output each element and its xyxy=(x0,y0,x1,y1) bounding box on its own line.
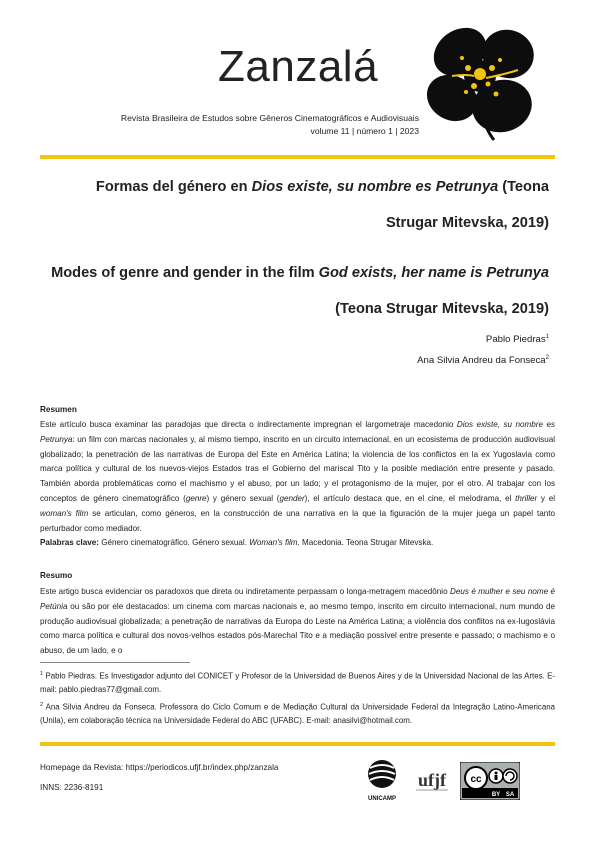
text: ), el artículo destaca que, en el cine, el melodrama, el xyxy=(304,493,516,503)
keywords-label: Palabras clave: xyxy=(40,538,99,548)
text: woman's film xyxy=(40,508,89,518)
keywords: Woman's film xyxy=(249,538,298,548)
keywords: Género cinematográfico. Género sexual. xyxy=(98,538,250,548)
author-name: Ana Silvia Andreu da Fonseca xyxy=(417,355,546,367)
ufjf-label: ufjf xyxy=(418,770,446,790)
text: Este artigo busca evidenciar os paradoxos que direta ou indiretamente perpassam o longa-metragem macedônio xyxy=(40,587,451,596)
footnote-marker[interactable]: 2 xyxy=(545,355,549,362)
title-spanish xyxy=(49,169,549,241)
text: gender xyxy=(279,493,305,503)
issn-text: INNS: 2236-8191 xyxy=(40,783,104,792)
author-name: Pablo Piedras xyxy=(485,334,546,346)
bottom-rule xyxy=(40,742,555,746)
text: Este artículo busca examinar las paradojas que directa o indirectamente impregnan el largometraje macedonio xyxy=(40,420,457,429)
title-en-film: God exists, her name is Petrunya xyxy=(318,265,549,281)
resumen-heading: Resumen xyxy=(40,405,77,414)
text: thriller xyxy=(515,493,538,503)
footnote-2 xyxy=(40,699,555,728)
resumo-heading: Resumo xyxy=(40,571,73,580)
text: Dios existe, su nombre es Petrunya xyxy=(40,420,555,444)
journal-volume: volume 11 | número 1 | 2023 xyxy=(310,126,419,136)
title-es-part1: Formas del género en xyxy=(95,179,252,195)
homepage-link[interactable]: Homepage da Revista: https://periodicos.ufjf.br/index.php/zanzala xyxy=(40,763,279,772)
title-en-part1: Modes of genre and gender in the film xyxy=(51,265,319,281)
title-en-part2: (Teona Strugar Mitevska, 2019) xyxy=(335,301,549,317)
author-2 xyxy=(417,349,549,370)
footnote-text: Pablo Piedras. Es Investigador adjunto del CONICET y Profesor de la Universidad de Buenos Aires y de la Universidad Nacional de las Artes. E-mail: pablo.piedras77@gmail.com. xyxy=(40,671,555,695)
resumo-body xyxy=(40,585,555,659)
title-english xyxy=(49,255,549,327)
title-es-part2: (Teona Strugar Mitevska, 2019) xyxy=(385,179,549,231)
author-1 xyxy=(417,328,549,349)
cc-by-label: BY xyxy=(491,792,501,798)
footnote-1 xyxy=(40,668,555,697)
ufjf-logo-icon xyxy=(410,760,454,800)
unicamp-label: UNICAMP xyxy=(368,796,396,802)
journal-subtitle: Revista Brasileira de Estudos sobre Gêneros Cinematográficos e Audiovisuais xyxy=(120,113,419,123)
cc-by-sa-icon[interactable] xyxy=(460,762,520,800)
text: : un film con marcas nacionales y, al mismo tiempo, inscrito en un circuito internacional, en un ecosistema de producción audiovisual globalizado; la penetración de las narrativas de Europa del Este en América Latina; la violencia de los conflictos en la ex Yugoslavia como marca política y cultural de los nuevos-viejos Estados tras el Gobierno del mariscal Tito y la posible mediación entre presente y pasado. También aborda problemáticas como el machismo y el abuso, por un lado; y el protagonismo de la mujer, por el otro. Al trabajar con los conceptos de género cinematográfico ( xyxy=(40,434,555,503)
unicamp-logo-icon xyxy=(362,756,402,802)
svg-text:cc: cc xyxy=(470,774,482,785)
footnotes xyxy=(40,668,555,729)
text: Deus é mulher e seu nome é Petúnia xyxy=(40,587,555,611)
title-es-film: Dios existe, su nombre es Petrunya xyxy=(251,179,499,195)
text: ) y género sexual ( xyxy=(206,493,280,503)
author-list xyxy=(417,328,549,370)
keywords: . Macedonia. Teona Strugar Mitevska. xyxy=(297,538,434,548)
top-rule xyxy=(40,155,555,159)
footnote-marker[interactable]: 1 xyxy=(545,334,549,340)
flower-icon xyxy=(422,14,542,144)
text: genre xyxy=(185,493,207,503)
footnote-number: 1 xyxy=(40,671,44,677)
resumen-body xyxy=(40,418,555,551)
text: se articulan, como géneros, en la construcción de una narrativa en la que la figuración de la mujer juega un papel tanto perturbador como mediador. xyxy=(40,508,555,533)
masthead xyxy=(0,0,595,160)
footnote-rule xyxy=(40,662,190,663)
text: y el xyxy=(537,493,556,503)
journal-title: Zanzalá xyxy=(218,42,379,91)
cc-sa-label: SA xyxy=(505,792,515,798)
text: ou são por ele destacados: um cinema com marcas nacionais e, ao mesmo tempo, inscrito em circuito internacional, num mundo de produção audiovisual globalizada; a penetração de narrativas da Europa do Leste na América Latina; a violência dos conflitos na ex-Iugoslávia como marca política e cultural dos novos-velhos estados pós-Marechal Tito e a mediação possível entre presente e passado; o machismo e o abuso, de um lado, e o xyxy=(40,601,555,656)
footnote-number: 2 xyxy=(40,701,44,708)
footnote-text: Ana Silvia Andreu da Fonseca. Professora do Ciclo Comum e de Mediação Cultural da Universidade Federal da Integração Latino-Americana (Unila), em colaboração técnica na Universidade Federal do ABC (UFABC). E-mail: anasilvi@hotmail.com. xyxy=(40,702,555,725)
